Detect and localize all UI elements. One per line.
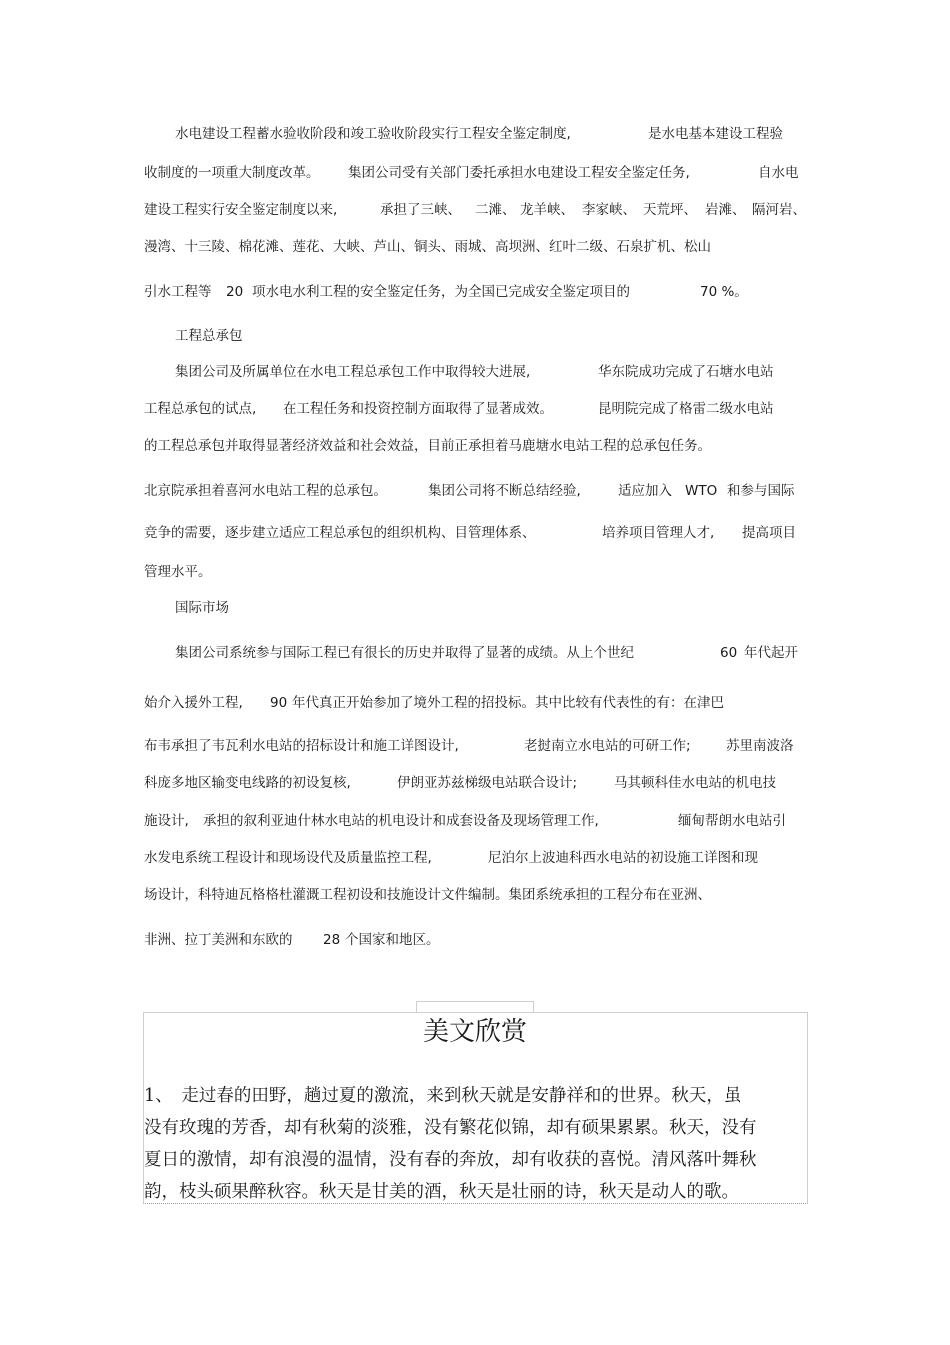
report-line — [0, 931, 440, 1021]
text-segment: 的工程总承包并取得显著经济效益和社会效益，目前正承担着马鹿塘水电站工程的总承包任务。 — [144, 438, 711, 454]
text-segment: 工程总承包的试点, — [144, 401, 257, 417]
text-segment: 科庞多地区输变电线路的初设复核, — [144, 775, 351, 791]
text-segment: 适应加入 — [618, 483, 672, 499]
text-segment: 苏里南波洛 — [726, 738, 794, 754]
text-segment: 集团公司将不断总结经验, — [428, 483, 581, 499]
text-segment: 集团公司及所属单位在水电工程总承包工作中取得较大进展, — [175, 364, 531, 380]
text-segment: 集团公司系统参与国际工程已有很长的历史并取得了显著的成绩。从上个世纪 — [175, 645, 634, 661]
text-segment: 在工程任务和投资控制方面取得了显著成效。 — [283, 401, 553, 417]
text-segment: 建设工程实行安全鉴定制度以来, — [144, 202, 338, 218]
essay-line: 没有玫瑰的芳香，却有秋菊的淡雅，没有繁花似锦，却有硕果累累。秋天，没有 — [144, 1118, 757, 1138]
text-segment: 隔河岩、 — [752, 202, 806, 218]
text-segment: 工程总承包 — [175, 328, 243, 344]
text-segment: 昆明院完成了格雷二级水电站 — [598, 401, 774, 417]
text-segment: 集团公司受有关部门委托承担水电建设工程安全鉴定任务, — [348, 165, 690, 181]
text-segment: 尼泊尔上波迪科西水电站的初设施工详图和现 — [488, 850, 758, 866]
text-segment: 提高项目 — [742, 525, 796, 541]
text-segment: 承担了三峡、 — [380, 202, 461, 218]
text-segment: 施设计, — [144, 813, 189, 829]
text-segment: 二滩、 — [475, 202, 516, 218]
text-segment: 场设计，科特迪瓦格格杜灌溉工程初设和技施设计文件编制。集团系统承担的工程分布在亚洲、 — [144, 887, 711, 903]
text-segment: 布韦承担了韦瓦利水电站的招标设计和施工详图设计, — [144, 738, 459, 754]
text-segment: 李家峡、 — [582, 202, 636, 218]
text-segment: 缅甸帮朗水电站引 — [678, 813, 786, 829]
text-segment: 天荒坪、 — [643, 202, 697, 218]
essay-line: 1、 走过春的田野，趟过夏的激流，来到秋天就是安静祥和的世界。秋天，虽 — [144, 1086, 742, 1106]
text-segment: 收制度的一项重大制度改革。 — [144, 165, 320, 181]
text-segment: 马其顿科佳水电站的机电技 — [614, 775, 776, 791]
text-segment: 项水电水利工程的安全鉴定任务，为全国已完成安全鉴定项目的 — [252, 284, 630, 300]
text-segment: WTO — [685, 483, 718, 499]
essay-line: 韵，枝头硕果醉秋容。秋天是甘美的酒，秋天是壮丽的诗，秋天是动人的歌。 — [144, 1182, 739, 1202]
text-segment: 华东院成功完成了石塘水电站 — [598, 364, 774, 380]
text-segment: 竞争的需要，逐步建立适应工程总承包的组织机构、目管理体系、 — [144, 525, 536, 541]
text-segment: 是水电基本建设工程验 — [648, 126, 783, 142]
text-segment: 国际市场 — [175, 600, 229, 616]
text-segment: 承担的叙利亚迪什林水电站的机电设计和成套设备及现场管理工作, — [203, 813, 599, 829]
text-segment: 个国家和地区。 — [345, 932, 440, 948]
text-segment: 始介入援外工程, — [144, 695, 243, 711]
text-segment: 非洲、拉丁美洲和东欧的 — [144, 932, 293, 948]
text-segment: 管理水平。 — [144, 564, 212, 580]
text-segment: 年代真正开始参加了境外工程的招投标。其中比较有代表性的有：在津巴 — [292, 695, 724, 711]
text-segment: 北京院承担着喜河水电站工程的总承包。 — [144, 483, 387, 499]
text-segment: 28 — [323, 932, 341, 948]
text-segment: 20 — [226, 284, 244, 300]
text-segment: 和参与国际 — [727, 483, 795, 499]
text-segment: 漫湾、十三陵、棉花滩、莲花、大峡、芦山、铜头、雨城、高坝洲、红叶二级、石泉扩机、松山 — [144, 239, 711, 255]
essay-title: 美文欣赏 — [422, 1017, 527, 1047]
text-segment: 岩滩、 — [705, 202, 746, 218]
text-segment: 水发电系统工程设计和现场设代及质量监控工程, — [144, 850, 432, 866]
text-segment: 自水电 — [758, 165, 799, 181]
text-segment: 老挝南立水电站的可研工作; — [524, 738, 691, 754]
essay-line: 夏日的激情，却有浪漫的温情，没有春的奔放，却有收获的喜悦。清风落叶舞秋 — [144, 1150, 757, 1170]
text-segment: 90 — [270, 695, 288, 711]
text-segment: 水电建设工程蓄水验收阶段和竣工验收阶段实行工程安全鉴定制度, — [175, 126, 571, 142]
text-segment: 60 — [720, 645, 738, 661]
text-segment: 培养项目管理人才, — [602, 525, 715, 541]
text-segment: 龙羊峡、 — [520, 202, 574, 218]
text-segment: 引水工程等 — [144, 284, 212, 300]
text-segment: 伊朗亚苏兹梯级电站联合设计; — [397, 775, 578, 791]
text-segment: 年代起开 — [744, 645, 798, 661]
text-segment: 70 %。 — [700, 284, 748, 300]
